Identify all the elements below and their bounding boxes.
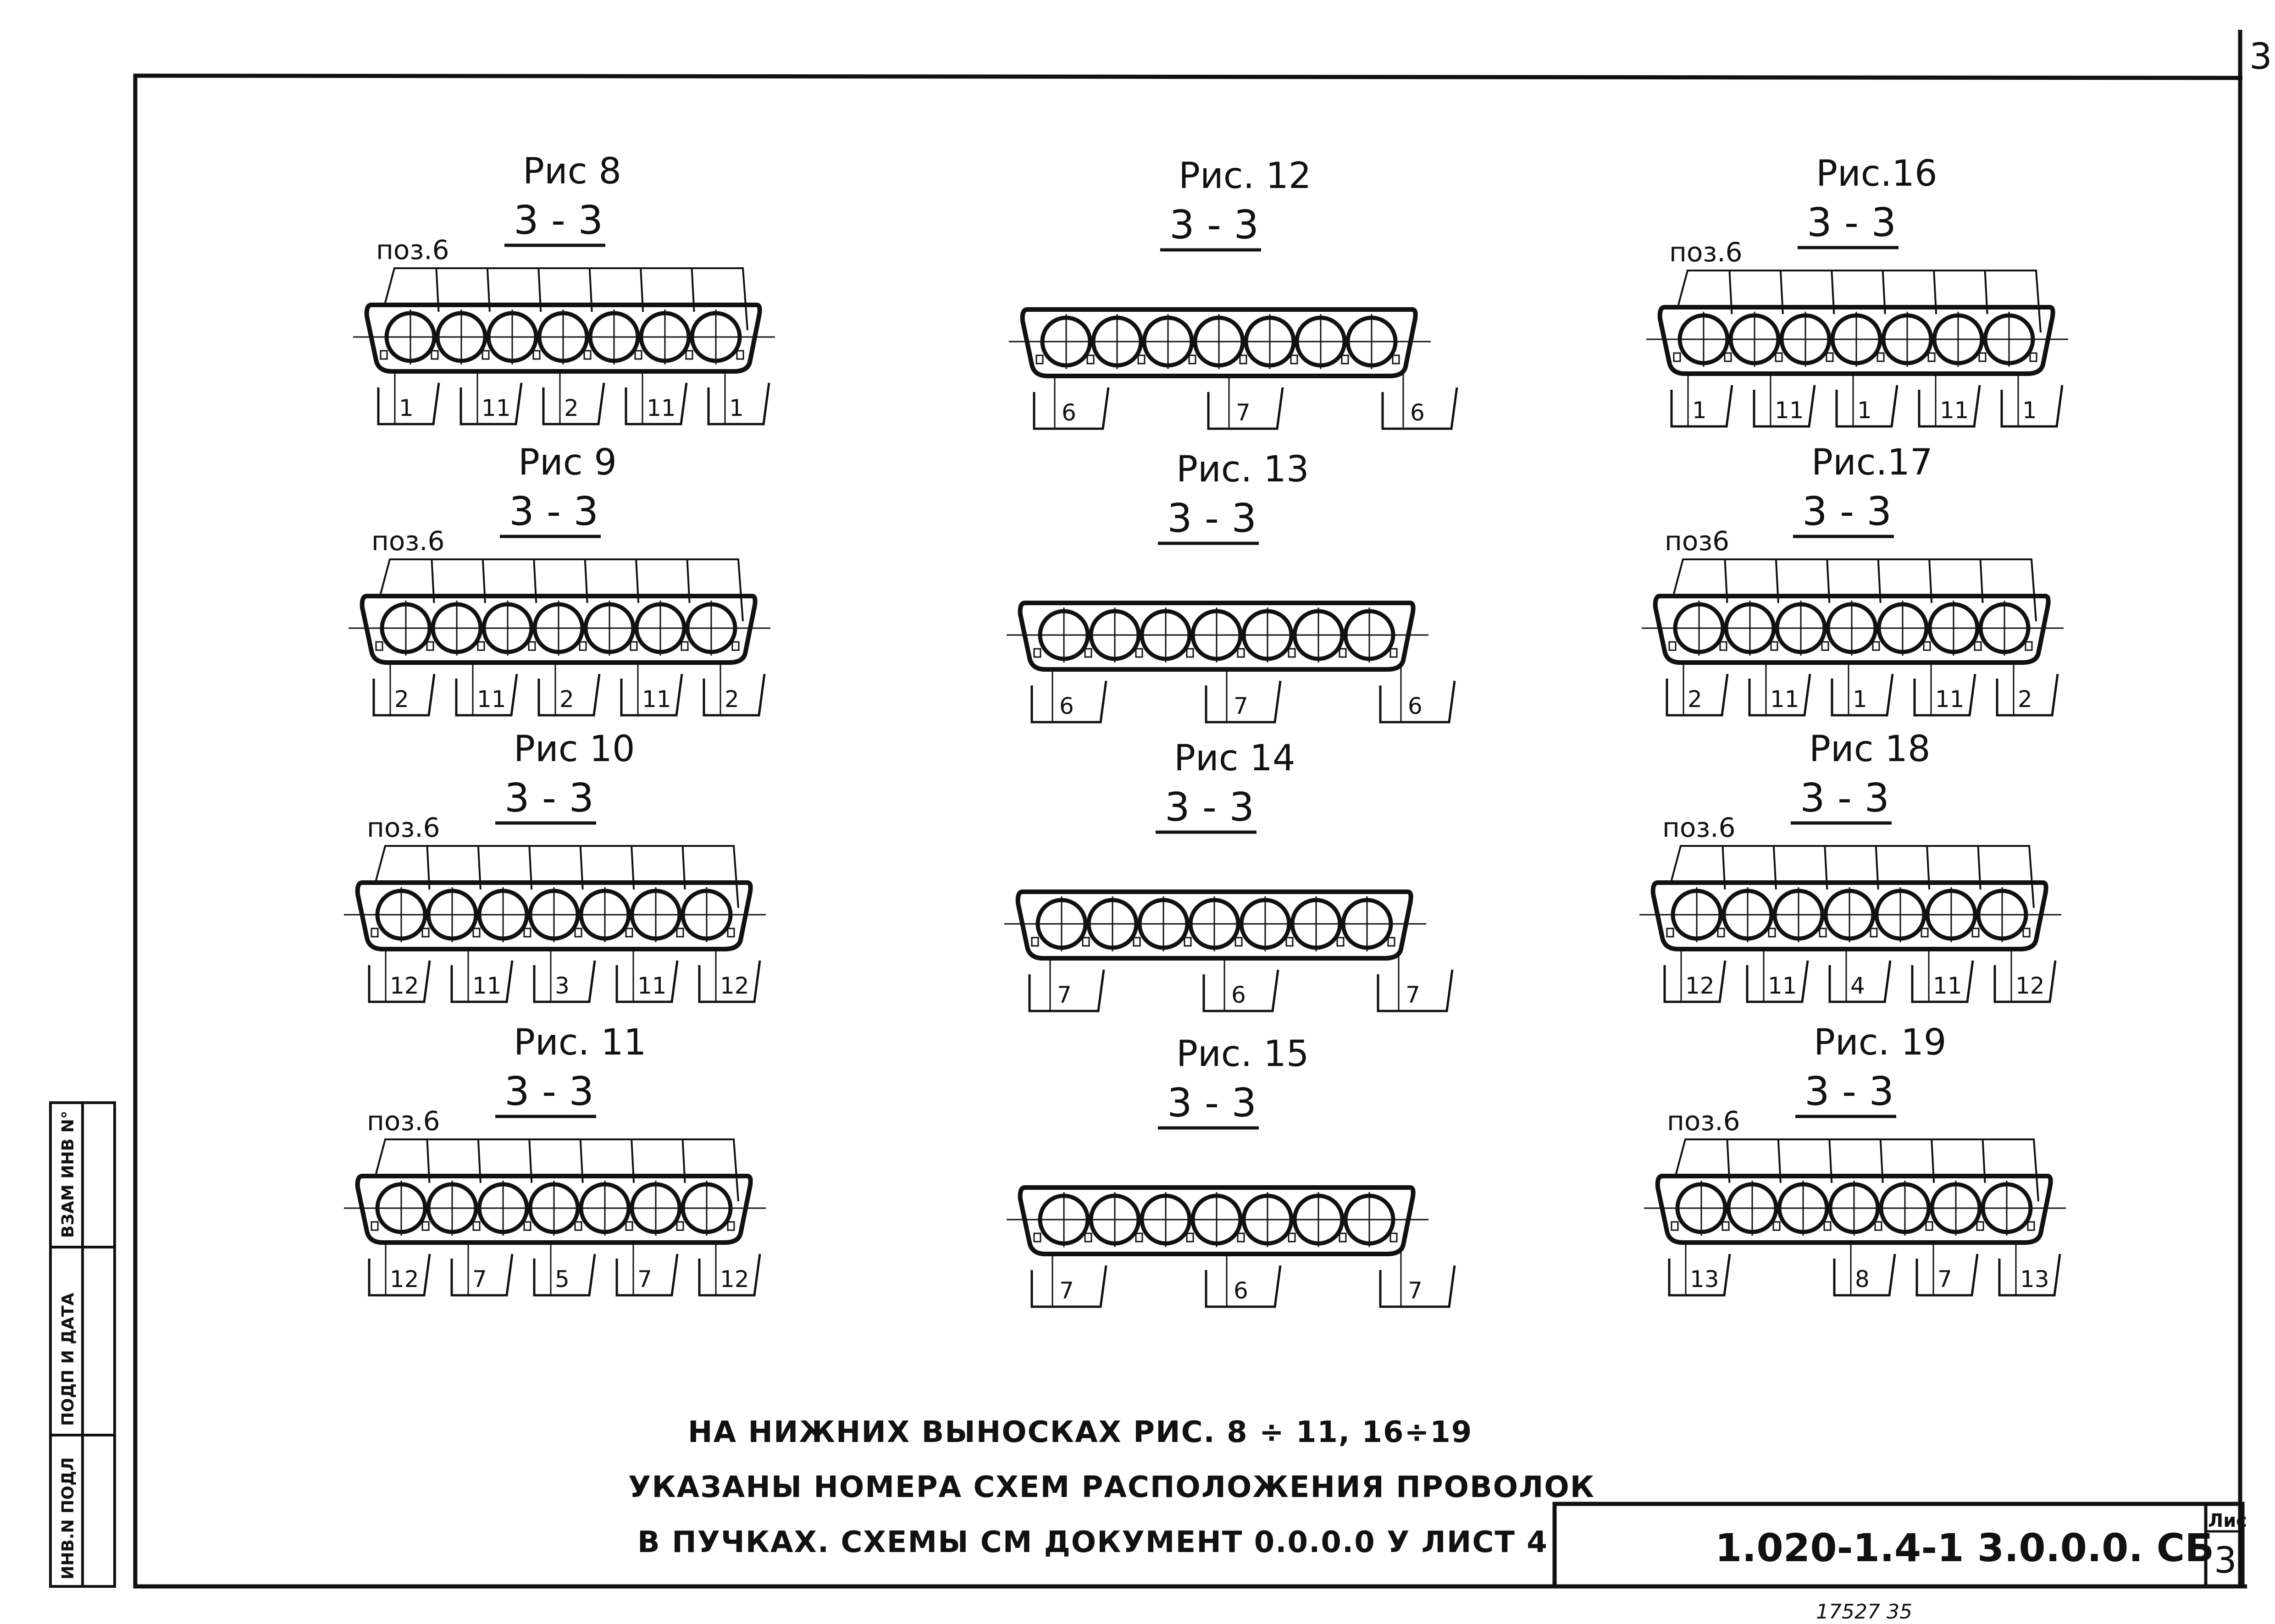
tendon-mark xyxy=(1087,355,1094,364)
callout-number: 2 xyxy=(564,395,579,421)
callout-number: 13 xyxy=(1690,1266,1719,1293)
section-label: 3 - 3 xyxy=(1167,1080,1257,1126)
tendon-mark xyxy=(1291,355,1297,364)
tendon-mark xyxy=(524,1222,531,1230)
sheet-label: Лис xyxy=(2208,1510,2247,1531)
tendon-mark xyxy=(1085,649,1091,657)
figure-title: Рис 18 xyxy=(1809,729,1931,770)
section-label: 3 - 3 xyxy=(504,1069,594,1115)
tendon-mark xyxy=(1877,353,1884,361)
callout-number: 7 xyxy=(637,1266,652,1293)
tendon-mark xyxy=(626,928,632,937)
section-label: 3 - 3 xyxy=(509,489,599,535)
callout-number: 1 xyxy=(2022,397,2037,424)
figure-title: Рис 8 xyxy=(523,151,622,192)
tendon-mark xyxy=(737,351,743,359)
tendon-mark xyxy=(1720,642,1727,650)
fig13-section xyxy=(1007,449,1455,722)
section-label: 3 - 3 xyxy=(1807,200,1897,246)
callout-number: 11 xyxy=(477,686,506,713)
callout-number: 7 xyxy=(472,1266,487,1293)
tendon-mark xyxy=(1672,1222,1678,1230)
callout-number: 11 xyxy=(637,972,667,999)
fig12-section xyxy=(1009,155,1457,429)
tendon-mark xyxy=(2026,642,2032,650)
callout-number: 6 xyxy=(1410,399,1425,426)
position-label: поз.6 xyxy=(1662,812,1736,843)
side-stamp xyxy=(50,1103,115,1586)
tendon-mark xyxy=(1238,1233,1244,1242)
tendon-mark xyxy=(371,1222,378,1230)
callout-number: 7 xyxy=(1059,1277,1074,1304)
tendon-mark xyxy=(1136,649,1142,657)
position-label: поз.6 xyxy=(367,812,440,843)
callout-number: 11 xyxy=(1770,686,1799,713)
sheet-number: 3 xyxy=(2214,1540,2237,1581)
callout-number: 4 xyxy=(1850,972,1865,999)
tendon-mark xyxy=(1928,353,1935,361)
document-code: 1.020-1.4-1 3.0.0.0. СБ xyxy=(1715,1525,2214,1570)
tendon-mark xyxy=(1722,1222,1729,1230)
tendon-mark xyxy=(575,1222,581,1230)
callout-number: 7 xyxy=(1057,982,1072,1008)
callout-number: 11 xyxy=(1940,397,1969,424)
tendon-mark xyxy=(1769,928,1775,937)
tendon-mark xyxy=(681,642,688,650)
figure-title: Рис 10 xyxy=(514,729,635,770)
sheet-corner-mark: 3 xyxy=(2249,36,2272,77)
fig17-section xyxy=(1642,442,2064,715)
note-line-1: НА НИЖНИХ ВЫНОСКАХ РИС. 8 ÷ 11, 16÷19 xyxy=(688,1415,1473,1449)
position-label: поз.6 xyxy=(1669,237,1743,268)
tendon-mark xyxy=(1136,1233,1142,1242)
tendon-mark xyxy=(381,351,387,359)
callout-number: 8 xyxy=(1855,1266,1870,1293)
tendon-mark xyxy=(1820,928,1826,937)
section-label: 3 - 3 xyxy=(1167,496,1257,541)
tendon-mark xyxy=(1771,642,1777,650)
tendon-mark xyxy=(2028,1222,2034,1230)
figure-title: Рис. 19 xyxy=(1814,1022,1947,1063)
tendon-mark xyxy=(1822,642,1828,650)
tendon-mark xyxy=(529,642,535,650)
tendon-mark xyxy=(1977,1222,1983,1230)
callout-number: 12 xyxy=(720,1266,749,1293)
tendon-mark xyxy=(1032,938,1038,946)
tendon-mark xyxy=(1921,928,1928,937)
callout-number: 7 xyxy=(1937,1266,1952,1293)
tendon-mark xyxy=(1972,928,1979,937)
callout-number: 12 xyxy=(1685,972,1715,999)
position-label: поз6 xyxy=(1665,525,1730,557)
tendon-mark xyxy=(1926,1222,1932,1230)
tendon-mark xyxy=(1979,353,1986,361)
section-label: 3 - 3 xyxy=(504,775,594,821)
tendon-mark xyxy=(1340,1233,1346,1242)
section-label: 3 - 3 xyxy=(1802,489,1892,535)
callout-number: 6 xyxy=(1059,693,1074,719)
tendon-mark xyxy=(584,351,591,359)
callout-number: 2 xyxy=(394,686,409,713)
tendon-mark xyxy=(482,351,489,359)
tendon-mark xyxy=(1388,938,1395,946)
tendon-mark xyxy=(1975,642,1981,650)
fig19-section xyxy=(1644,1022,2066,1295)
tendon-mark xyxy=(1085,1233,1091,1242)
position-label: поз.6 xyxy=(1667,1105,1740,1137)
callout-number: 6 xyxy=(1231,982,1246,1008)
tendon-mark xyxy=(1189,355,1196,364)
tendon-mark xyxy=(427,642,433,650)
callout-number: 1 xyxy=(729,395,744,421)
callout-number: 12 xyxy=(2015,972,2045,999)
tendon-mark xyxy=(677,928,683,937)
note-line-2: УКАЗАНЫ НОМЕРА СХЕМ РАСПОЛОЖЕНИЯ ПРОВОЛОК xyxy=(628,1470,1595,1504)
callout-number: 13 xyxy=(2020,1266,2049,1293)
tendon-mark xyxy=(1083,938,1089,946)
tendon-mark xyxy=(422,928,429,937)
tendon-mark xyxy=(1034,649,1041,657)
title-block xyxy=(1555,1504,2247,1624)
tendon-mark xyxy=(1138,355,1145,364)
tendon-mark xyxy=(1824,1222,1831,1230)
tendon-mark xyxy=(1337,938,1344,946)
tendon-mark xyxy=(1390,1233,1397,1242)
tendon-mark xyxy=(1235,938,1242,946)
tendon-mark xyxy=(1776,353,1782,361)
callout-number: 2 xyxy=(559,686,574,713)
tendon-mark xyxy=(1185,938,1191,946)
tendon-mark xyxy=(1238,649,1244,657)
callout-number: 12 xyxy=(720,972,749,999)
callout-number: 11 xyxy=(1935,686,1965,713)
side-stamp-inv-podl: ИНВ.N ПОДЛ xyxy=(59,1457,77,1580)
callout-number: 12 xyxy=(390,1266,419,1293)
callout-number: 1 xyxy=(1857,397,1872,424)
callout-number: 11 xyxy=(1775,397,1804,424)
tendon-mark xyxy=(728,1222,734,1230)
callout-number: 3 xyxy=(555,972,570,999)
callout-number: 1 xyxy=(399,395,414,421)
tendon-mark xyxy=(2023,928,2030,937)
tendon-mark xyxy=(1827,353,1833,361)
tendon-mark xyxy=(1674,353,1680,361)
tendon-mark xyxy=(1718,928,1724,937)
callout-number: 12 xyxy=(390,972,419,999)
callout-number: 5 xyxy=(555,1266,570,1293)
tendon-mark xyxy=(635,351,642,359)
tendon-mark xyxy=(1340,649,1346,657)
tendon-mark xyxy=(1393,355,1399,364)
tendon-mark xyxy=(1134,938,1140,946)
tendon-mark xyxy=(1773,1222,1780,1230)
tendon-mark xyxy=(1289,1233,1295,1242)
figure-title: Рис 14 xyxy=(1174,738,1295,779)
tendon-mark xyxy=(728,928,734,937)
general-note xyxy=(628,1415,1595,1559)
fig11-section xyxy=(344,1022,766,1295)
tendon-mark xyxy=(580,642,586,650)
callout-number: 7 xyxy=(1236,399,1251,426)
tendon-mark xyxy=(1667,928,1673,937)
callout-number: 2 xyxy=(725,686,739,713)
tendon-mark xyxy=(1390,649,1397,657)
position-label: поз.6 xyxy=(367,1105,440,1137)
callout-number: 6 xyxy=(1408,693,1423,719)
tendon-mark xyxy=(2030,353,2037,361)
tendon-mark xyxy=(677,1222,683,1230)
fig16-section xyxy=(1646,153,2068,426)
fig15-section xyxy=(1007,1033,1455,1307)
tendon-mark xyxy=(1873,642,1879,650)
section-label: 3 - 3 xyxy=(514,198,603,243)
note-line-3: В ПУЧКАХ. СХЕМЫ СМ ДОКУМЕНТ 0.0.0.0 У ЛИСТ 4 xyxy=(637,1525,1548,1559)
fig8-section xyxy=(353,151,775,424)
tendon-mark xyxy=(1342,355,1348,364)
tendon-mark xyxy=(422,1222,429,1230)
figure-title: Рис 9 xyxy=(518,442,617,483)
callout-number: 6 xyxy=(1234,1277,1248,1304)
tendon-mark xyxy=(1871,928,1877,937)
bottom-marks: 17527 35 xyxy=(1816,1600,1912,1624)
fig14-section xyxy=(1004,738,1452,1011)
tendon-mark xyxy=(1034,1233,1041,1242)
tendon-mark xyxy=(1240,355,1246,364)
callout-number: 11 xyxy=(642,686,671,713)
figure-title: Рис. 13 xyxy=(1176,449,1309,490)
callout-number: 11 xyxy=(482,395,511,421)
section-label: 3 - 3 xyxy=(1165,784,1255,830)
tendon-mark xyxy=(626,1222,632,1230)
tendon-mark xyxy=(432,351,438,359)
tendon-mark xyxy=(1187,649,1193,657)
figures-group xyxy=(344,151,2068,1307)
callout-number: 2 xyxy=(1688,686,1702,713)
callout-number: 7 xyxy=(1408,1277,1423,1304)
figure-title: Рис.16 xyxy=(1816,153,1937,194)
callout-number: 1 xyxy=(1692,397,1707,424)
callout-number: 7 xyxy=(1406,982,1420,1008)
tendon-mark xyxy=(631,642,637,650)
callout-number: 2 xyxy=(2018,686,2032,713)
tendon-mark xyxy=(524,928,531,937)
side-stamp-vzam-inv: ВЗАМ ИНВ N° xyxy=(59,1110,77,1238)
section-label: 3 - 3 xyxy=(1800,775,1890,821)
tendon-mark xyxy=(1725,353,1731,361)
figure-title: Рис. 11 xyxy=(514,1022,647,1063)
tendon-mark xyxy=(1669,642,1676,650)
tendon-mark xyxy=(1187,1233,1193,1242)
tendon-mark xyxy=(1289,649,1295,657)
callout-number: 11 xyxy=(1933,972,1962,999)
tendon-mark xyxy=(473,1222,480,1230)
figure-title: Рис. 12 xyxy=(1179,155,1312,197)
figure-title: Рис.17 xyxy=(1811,442,1933,483)
tendon-mark xyxy=(376,642,382,650)
fig9-section xyxy=(349,442,770,715)
fig18-section xyxy=(1639,729,2061,1002)
fig10-section xyxy=(344,729,766,1002)
side-stamp-podp-data: ПОДП И ДАТА xyxy=(59,1293,77,1426)
section-label: 3 - 3 xyxy=(1805,1069,1894,1115)
tendon-mark xyxy=(371,928,378,937)
callout-number: 6 xyxy=(1062,399,1076,426)
position-label: поз.6 xyxy=(371,525,445,557)
callout-number: 11 xyxy=(472,972,502,999)
tendon-mark xyxy=(473,928,480,937)
tendon-mark xyxy=(575,928,581,937)
tendon-mark xyxy=(1286,938,1293,946)
callout-number: 7 xyxy=(1234,693,1248,719)
callout-number: 1 xyxy=(1853,686,1867,713)
callout-number: 11 xyxy=(1768,972,1797,999)
tendon-mark xyxy=(1875,1222,1882,1230)
figure-title: Рис. 15 xyxy=(1176,1033,1309,1075)
tendon-mark xyxy=(478,642,484,650)
tendon-mark xyxy=(1924,642,1930,650)
position-label: поз.6 xyxy=(376,234,449,265)
callout-number: 11 xyxy=(647,395,676,421)
tendon-mark xyxy=(732,642,739,650)
tendon-mark xyxy=(686,351,692,359)
tendon-mark xyxy=(1036,355,1043,364)
section-label: 3 - 3 xyxy=(1169,202,1259,248)
tendon-mark xyxy=(533,351,540,359)
